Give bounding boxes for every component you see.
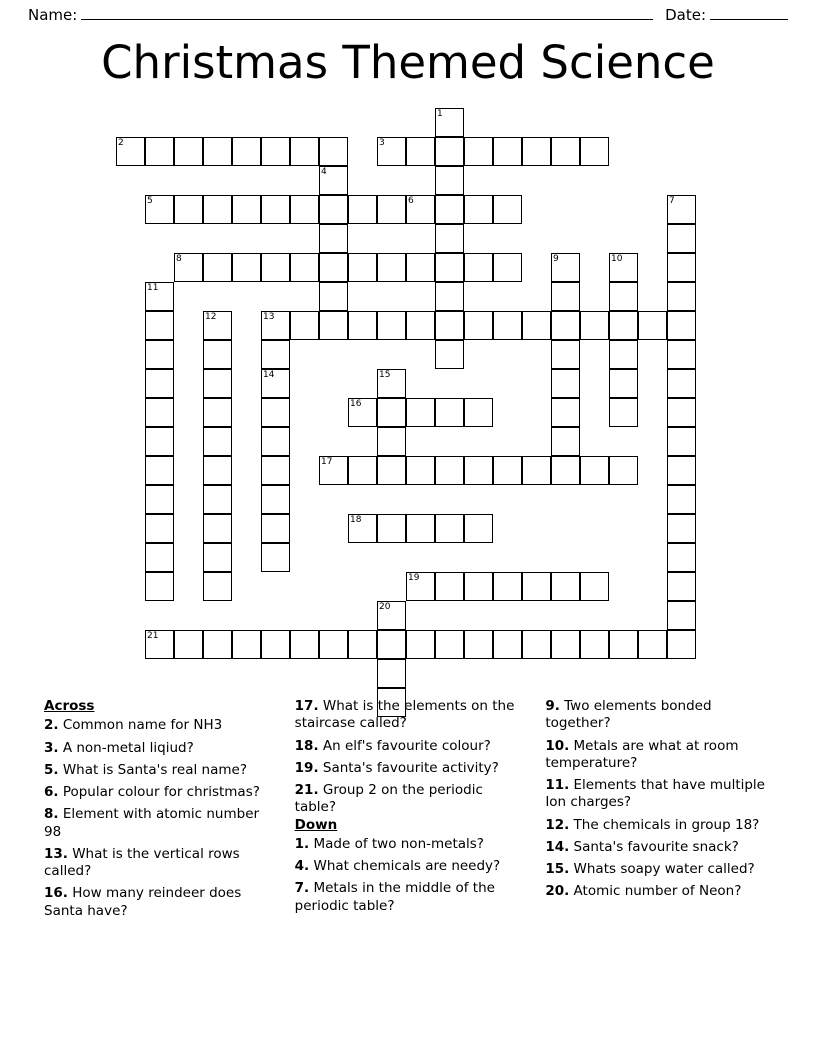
across-clue [44, 846, 273, 881]
grid-cell[interactable] [406, 630, 435, 659]
grid-cell[interactable] [493, 253, 522, 282]
clue-text: Metals are what at room temperature? [545, 737, 739, 771]
page-title: Christmas Themed Science [101, 36, 715, 89]
grid-cell[interactable] [203, 427, 232, 456]
grid-cell[interactable] [203, 369, 232, 398]
clue-number: 9. [545, 698, 560, 714]
grid-cell[interactable] [377, 514, 406, 543]
grid-cell[interactable] [522, 630, 551, 659]
grid-cell[interactable] [435, 340, 464, 369]
grid-cell[interactable] [464, 572, 493, 601]
clue-number: 19. [294, 759, 319, 776]
clue-number: 2. [44, 717, 59, 734]
grid-cell-numbered[interactable] [435, 108, 464, 137]
grid-cell[interactable] [203, 572, 232, 601]
grid-cell[interactable] [667, 572, 696, 601]
cell-number: 2 [118, 138, 124, 148]
clue-text: Elements that have multiple Ion charges? [545, 777, 765, 811]
grid-cell-numbered[interactable] [348, 398, 377, 427]
grid-cell[interactable] [435, 311, 464, 340]
clue-text: The chemicals in group 18? [569, 816, 760, 833]
grid-cell[interactable] [435, 456, 464, 485]
across-clue [44, 762, 273, 779]
grid-cell[interactable] [609, 340, 638, 369]
grid-cell[interactable] [406, 253, 435, 282]
cell-number: 18 [350, 515, 362, 525]
cell-number: 8 [176, 254, 182, 264]
clue-text: What is Santa's real name? [58, 761, 247, 778]
cell-number: 6 [408, 196, 414, 206]
grid-cell[interactable] [203, 514, 232, 543]
name-date-header [28, 6, 788, 24]
grid-cell[interactable] [319, 253, 348, 282]
grid-cell[interactable] [638, 630, 667, 659]
cell-number: 4 [321, 167, 327, 177]
grid-cell[interactable] [667, 398, 696, 427]
clue-text: How many reindeer does Santa have? [44, 885, 242, 919]
grid-cell[interactable] [203, 195, 232, 224]
grid-cell[interactable] [609, 282, 638, 311]
grid-cell-numbered[interactable] [145, 195, 174, 224]
grid-cell[interactable] [435, 195, 464, 224]
grid-cell[interactable] [348, 253, 377, 282]
clue-text: Santa's favourite activity? [318, 759, 499, 776]
grid-cell[interactable] [435, 224, 464, 253]
grid-cell[interactable] [174, 195, 203, 224]
grid-cell[interactable] [145, 398, 174, 427]
down-clue [545, 839, 774, 856]
grid-cell[interactable] [377, 253, 406, 282]
clue-number: 15. [545, 861, 570, 878]
across-clue [44, 717, 273, 734]
grid-cell[interactable] [551, 311, 580, 340]
grid-cell-numbered[interactable] [261, 369, 290, 398]
clue-text: Metals in the middle of the periodic table? [294, 880, 495, 914]
across-clue [44, 740, 273, 757]
grid-cell[interactable] [435, 398, 464, 427]
grid-cell[interactable] [464, 630, 493, 659]
down-clue [295, 836, 524, 853]
grid-cell[interactable] [261, 398, 290, 427]
grid-cell[interactable] [493, 572, 522, 601]
cell-number: 5 [147, 196, 153, 206]
across-clue [44, 806, 273, 841]
grid-cell[interactable] [319, 630, 348, 659]
clue-text: What chemicals are needy? [309, 858, 501, 875]
cell-number: 9 [553, 254, 559, 264]
grid-cell[interactable] [145, 514, 174, 543]
grid-cell[interactable] [232, 253, 261, 282]
clue-text: Popular colour for christmas? [58, 784, 260, 801]
grid-cell[interactable] [406, 514, 435, 543]
grid-cell[interactable] [464, 398, 493, 427]
grid-cell-numbered[interactable] [145, 282, 174, 311]
across-clue [44, 885, 273, 920]
grid-cell[interactable] [348, 456, 377, 485]
grid-cell[interactable] [435, 137, 464, 166]
grid-cell[interactable] [261, 543, 290, 572]
grid-cell[interactable] [377, 630, 406, 659]
grid-cell[interactable] [464, 137, 493, 166]
grid-cell[interactable] [551, 630, 580, 659]
down-clue [545, 698, 774, 733]
grid-cell[interactable] [145, 543, 174, 572]
grid-cell-numbered[interactable] [406, 572, 435, 601]
grid-cell[interactable] [145, 427, 174, 456]
grid-cell[interactable] [174, 630, 203, 659]
clue-text: Whats soapy water called? [569, 861, 755, 878]
date-label: Date: [665, 6, 706, 24]
grid-cell[interactable] [203, 340, 232, 369]
grid-cell[interactable] [667, 311, 696, 340]
grid-cell[interactable] [464, 253, 493, 282]
grid-cell[interactable] [667, 456, 696, 485]
down-clue [545, 777, 774, 812]
grid-cell[interactable] [203, 630, 232, 659]
grid-cell[interactable] [464, 456, 493, 485]
clue-number: 20. [545, 883, 570, 900]
grid-cell[interactable] [435, 514, 464, 543]
grid-cell[interactable] [290, 195, 319, 224]
grid-cell[interactable] [551, 369, 580, 398]
grid-cell[interactable] [203, 485, 232, 514]
clue-text: A non-metal liqiud? [58, 739, 194, 756]
grid-cell[interactable] [319, 137, 348, 166]
cell-number: 14 [263, 370, 275, 380]
grid-cell[interactable] [377, 398, 406, 427]
grid-cell-numbered[interactable] [377, 369, 406, 398]
down-clue [545, 861, 774, 878]
grid-cell[interactable] [638, 311, 667, 340]
grid-cell[interactable] [435, 253, 464, 282]
grid-cell-numbered[interactable] [348, 514, 377, 543]
grid-cell[interactable] [406, 398, 435, 427]
grid-cell[interactable] [348, 195, 377, 224]
across-heading: Across [44, 698, 95, 714]
grid-cell[interactable] [319, 195, 348, 224]
grid-cell[interactable] [522, 311, 551, 340]
grid-cell[interactable] [232, 195, 261, 224]
grid-cell[interactable] [203, 543, 232, 572]
grid-cell[interactable] [667, 543, 696, 572]
across-clue [295, 698, 524, 733]
grid-cell[interactable] [464, 195, 493, 224]
clue-text: Group 2 on the periodic table? [294, 782, 483, 816]
grid-cell-numbered[interactable] [609, 253, 638, 282]
cell-number: 7 [669, 196, 675, 206]
grid-cell[interactable] [203, 456, 232, 485]
grid-cell[interactable] [319, 282, 348, 311]
grid-cell[interactable] [348, 630, 377, 659]
grid-cell-numbered[interactable] [377, 137, 406, 166]
clue-number: 8. [44, 806, 59, 823]
across-clue [44, 784, 273, 801]
grid-cell[interactable] [667, 253, 696, 282]
grid-cell-numbered[interactable] [319, 166, 348, 195]
clue-number: 17. [294, 698, 319, 714]
clue-text: Atomic number of Neon? [569, 883, 742, 900]
grid-cell[interactable] [435, 630, 464, 659]
grid-cell[interactable] [667, 601, 696, 630]
grid-cell-numbered[interactable] [203, 311, 232, 340]
cell-number: 1 [437, 109, 443, 119]
clue-text: What is the vertical rows called? [44, 845, 240, 880]
down-clue [295, 880, 524, 915]
grid-cell-numbered[interactable] [116, 137, 145, 166]
grid-cell[interactable] [435, 572, 464, 601]
grid-cell[interactable] [551, 282, 580, 311]
date-write-line[interactable] [710, 18, 788, 20]
grid-cell[interactable] [580, 311, 609, 340]
down-heading: Down [294, 816, 338, 833]
down-clue [295, 858, 524, 875]
clue-number: 5. [44, 761, 59, 778]
grid-cell[interactable] [609, 311, 638, 340]
cell-number: 16 [350, 399, 362, 409]
grid-cell[interactable] [145, 456, 174, 485]
crossword-grid[interactable] [0, 108, 816, 678]
grid-cell[interactable] [493, 195, 522, 224]
cell-number: 12 [205, 312, 217, 322]
cell-number: 19 [408, 573, 420, 583]
clue-number: 1. [294, 835, 310, 852]
grid-cell[interactable] [493, 311, 522, 340]
grid-cell[interactable] [406, 311, 435, 340]
grid-cell[interactable] [435, 166, 464, 195]
grid-cell[interactable] [319, 224, 348, 253]
grid-cell-numbered[interactable] [319, 456, 348, 485]
clue-text: Element with atomic number 98 [44, 806, 260, 840]
grid-cell[interactable] [261, 427, 290, 456]
grid-cell[interactable] [609, 456, 638, 485]
grid-cell[interactable] [145, 572, 174, 601]
grid-cell[interactable] [174, 137, 203, 166]
grid-cell[interactable] [232, 137, 261, 166]
cell-number: 11 [147, 283, 159, 293]
grid-cell[interactable] [377, 311, 406, 340]
clue-text: Made of two non-metals? [309, 835, 484, 852]
down-clue [545, 883, 774, 900]
grid-cell[interactable] [261, 195, 290, 224]
grid-cell[interactable] [667, 485, 696, 514]
grid-cell[interactable] [261, 514, 290, 543]
cell-number: 13 [263, 312, 275, 322]
grid-cell[interactable] [203, 253, 232, 282]
grid-cell[interactable] [261, 340, 290, 369]
grid-cell[interactable] [493, 137, 522, 166]
grid-cell[interactable] [493, 630, 522, 659]
grid-cell[interactable] [609, 630, 638, 659]
clue-number: 14. [545, 838, 570, 855]
grid-cell[interactable] [377, 659, 406, 688]
grid-cell[interactable] [145, 369, 174, 398]
across-clue [295, 782, 524, 817]
grid-cell[interactable] [609, 398, 638, 427]
clue-number: 18. [294, 737, 319, 754]
grid-cell[interactable] [580, 630, 609, 659]
grid-cell-numbered[interactable] [551, 253, 580, 282]
grid-cell[interactable] [522, 137, 551, 166]
grid-cell[interactable] [551, 456, 580, 485]
grid-cell[interactable] [551, 137, 580, 166]
grid-cell[interactable] [377, 195, 406, 224]
clue-number: 4. [294, 858, 310, 875]
clue-text: Two elements bonded together? [545, 698, 712, 732]
grid-cell[interactable] [667, 282, 696, 311]
grid-cell[interactable] [261, 485, 290, 514]
clue-number: 6. [44, 784, 59, 801]
grid-cell[interactable] [551, 427, 580, 456]
grid-cell[interactable] [232, 630, 261, 659]
grid-cell[interactable] [667, 340, 696, 369]
grid-cell[interactable] [145, 137, 174, 166]
name-write-line[interactable] [81, 18, 653, 20]
clue-text: Santa's favourite snack? [569, 838, 739, 855]
grid-cell[interactable] [667, 224, 696, 253]
grid-cell[interactable] [551, 572, 580, 601]
grid-cell[interactable] [522, 572, 551, 601]
grid-cell[interactable] [435, 282, 464, 311]
grid-cell[interactable] [551, 340, 580, 369]
grid-cell[interactable] [580, 137, 609, 166]
grid-cell[interactable] [261, 630, 290, 659]
clue-number: 21. [294, 782, 319, 799]
grid-cell[interactable] [667, 514, 696, 543]
grid-cell[interactable] [667, 427, 696, 456]
clue-number: 13. [44, 845, 68, 862]
down-clue [545, 738, 774, 773]
grid-cell-numbered[interactable] [406, 195, 435, 224]
grid-cell[interactable] [261, 137, 290, 166]
grid-cell[interactable] [290, 630, 319, 659]
cell-number: 17 [321, 457, 333, 467]
grid-cell-numbered[interactable] [377, 601, 406, 630]
grid-cell[interactable] [667, 369, 696, 398]
grid-cell[interactable] [667, 630, 696, 659]
clue-number: 7. [294, 880, 310, 897]
grid-cell[interactable] [464, 311, 493, 340]
grid-cell[interactable] [551, 398, 580, 427]
cell-number: 20 [379, 602, 391, 612]
clue-text: What is the elements on the staircase called? [294, 698, 515, 732]
clue-number: 16. [44, 885, 68, 902]
grid-cell[interactable] [348, 311, 377, 340]
cell-number: 15 [379, 370, 391, 380]
name-label: Name: [28, 6, 78, 24]
grid-cell[interactable] [609, 369, 638, 398]
across-clue [295, 738, 524, 755]
grid-cell[interactable] [145, 340, 174, 369]
grid-cell[interactable] [580, 572, 609, 601]
grid-cell-numbered[interactable] [261, 311, 290, 340]
clue-text: Common name for NH3 [58, 717, 223, 734]
cell-number: 10 [611, 254, 623, 264]
grid-cell[interactable] [290, 253, 319, 282]
grid-cell-numbered[interactable] [145, 630, 174, 659]
cell-number: 3 [379, 138, 385, 148]
grid-cell[interactable] [203, 398, 232, 427]
grid-cell[interactable] [261, 456, 290, 485]
grid-cell[interactable] [377, 427, 406, 456]
grid-cell[interactable] [319, 311, 348, 340]
grid-cell[interactable] [145, 485, 174, 514]
clue-number: 11. [545, 777, 570, 794]
grid-cell[interactable] [464, 514, 493, 543]
across-clue [295, 760, 524, 777]
grid-cell-numbered[interactable] [667, 195, 696, 224]
grid-cell[interactable] [406, 456, 435, 485]
grid-cell[interactable] [261, 253, 290, 282]
grid-cell[interactable] [145, 311, 174, 340]
grid-cell[interactable] [406, 137, 435, 166]
grid-cell[interactable] [377, 456, 406, 485]
down-clue [545, 817, 774, 834]
grid-cell[interactable] [493, 456, 522, 485]
clue-text: An elf's favourite colour? [318, 737, 491, 754]
clues-container [44, 698, 774, 948]
grid-cell[interactable] [580, 456, 609, 485]
grid-cell[interactable] [522, 456, 551, 485]
clue-number: 12. [545, 816, 570, 833]
grid-cell[interactable] [290, 311, 319, 340]
grid-cell[interactable] [203, 137, 232, 166]
clue-number: 10. [545, 737, 570, 754]
cell-number: 21 [147, 631, 159, 641]
grid-cell[interactable] [290, 137, 319, 166]
grid-cell-numbered[interactable] [174, 253, 203, 282]
clue-number: 3. [44, 739, 59, 756]
